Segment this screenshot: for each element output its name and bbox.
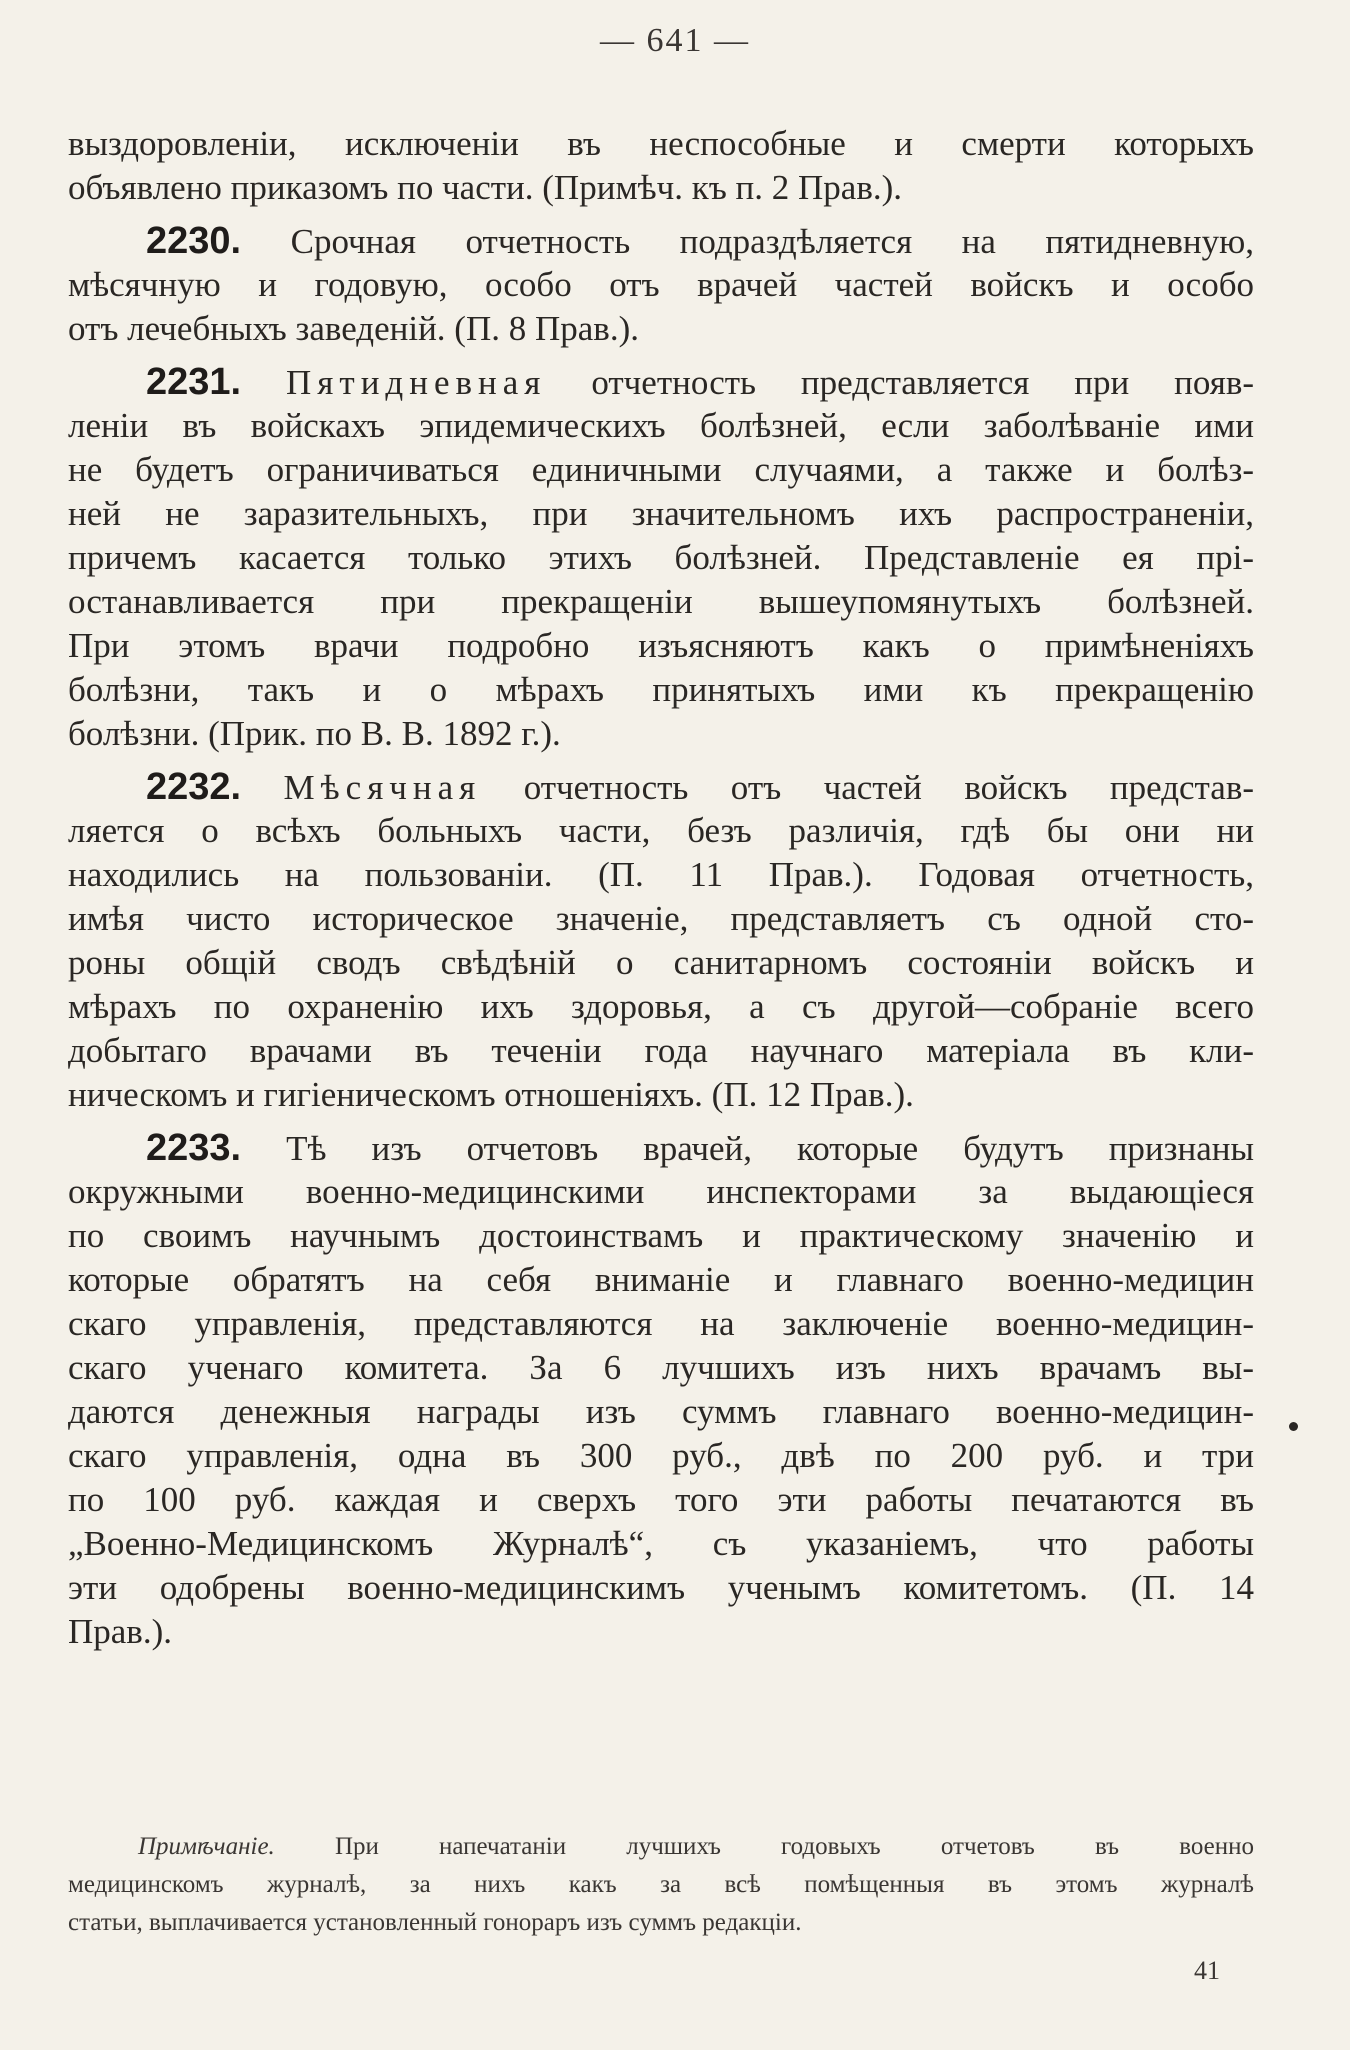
page-number-header: — 641 — [600, 22, 750, 59]
text-line: болѣзни, такъ и о мѣрахъ принятыхъ ими къ прекращенію [68, 670, 1254, 709]
text-line: скаго управленія, одна въ 300 руб., двѣ по 200 руб. и три [68, 1436, 1254, 1475]
text-line: „Военно-Медицинскомъ Журналѣ“, съ указаніемъ, что работы [68, 1524, 1254, 1563]
text-line: 2233. Тѣ изъ отчетовъ врачей, которые будутъ признаны [146, 1127, 1254, 1169]
text-line: Примѣчаніе. При напечатаніи лучшихъ годовыхъ отчетовъ въ военно [138, 1833, 1254, 1860]
text-line: скаго управленія, представляются на заключеніе военно-медицин- [68, 1304, 1254, 1343]
text-line: находились на пользованіи. (П. 11 Прав.). Годовая отчетность, [68, 855, 1254, 894]
text-line: которые обратятъ на себя вниманіе и главнаго военно-медицин [68, 1260, 1254, 1299]
text-line: не будетъ ограничиваться единичными случаями, а также и болѣз- [68, 450, 1254, 489]
emphasized-term: Мѣсячная [283, 768, 482, 807]
article-number: 2230. [146, 220, 242, 262]
text-line: роны общій сводъ свѣдѣній о санитарномъ состояніи войскъ и [68, 943, 1254, 982]
text-line: 2231. Пятидневная отчетность представляется при появ- [146, 361, 1254, 403]
text-line: медицинскомъ журналѣ, за нихъ какъ за всѣ помѣщенныя въ этомъ журналѣ [68, 1871, 1254, 1898]
article-2233 [68, 1126, 1254, 1654]
text-line: Прав.). [68, 1612, 172, 1651]
text-line: по 100 руб. каждая и сверхъ того эти работы печатаются въ [68, 1480, 1254, 1519]
article-2232 [68, 765, 1254, 1117]
text-line: болѣзни. (Прик. по В. В. 1892 г.). [68, 714, 561, 753]
text-line: мѣрахъ по охраненію ихъ здоровья, а съ другой—собраніе всего [68, 987, 1254, 1026]
text-line: эти одобрены военно-медицинскимъ ученымъ комитетомъ. (П. 14 [68, 1568, 1254, 1607]
footnote-label: Примѣчаніе. [138, 1833, 275, 1860]
text-line: причемъ касается только этихъ болѣзней. Представленіе ея прі- [68, 538, 1254, 577]
text-line: При этомъ врачи подробно изъясняютъ какъ о примѣненіяхъ [68, 626, 1254, 665]
main-text [68, 122, 1254, 1654]
text-line: скаго ученаго комитета. За 6 лучшихъ изъ нихъ врачамъ вы- [68, 1348, 1254, 1387]
text-line: ней не заразительныхъ, при значительномъ ихъ распространеніи, [68, 494, 1254, 533]
article-number: 2231. [146, 361, 242, 403]
article-2230 [68, 219, 1254, 351]
text-line: окружными военно-медицинскими инспекторами за выдающіеся [68, 1172, 1254, 1211]
footnote [68, 1828, 1254, 1942]
article-2231 [68, 360, 1254, 756]
paragraph-continuation [68, 122, 1254, 210]
ink-speck [1289, 1422, 1298, 1431]
article-number: 2233. [146, 1127, 242, 1169]
text-line: останавливается при прекращеніи вышеупомянутыхъ болѣзней. [68, 582, 1254, 621]
text-line: 2230. Срочная отчетность подраздѣляется на пятидневную, [146, 220, 1254, 262]
text-line: отъ лечебныхъ заведеній. (П. 8 Прав.). [68, 309, 639, 348]
text-line: выздоровленіи, исключеніи въ неспособные и смерти которыхъ [68, 124, 1254, 163]
text-line: статьи, выплачивается установленный гонораръ изъ суммъ редакціи. [68, 1909, 802, 1936]
text-line: даются денежныя награды изъ суммъ главнаго военно-медицин- [68, 1392, 1254, 1431]
text-line: мѣсячную и годовую, особо отъ врачей частей войскъ и особо [68, 265, 1254, 304]
text-line: имѣя чисто историческое значеніе, представляетъ съ одной сто- [68, 899, 1254, 938]
text-line: по своимъ научнымъ достоинствамъ и практическому значенію и [68, 1216, 1254, 1255]
article-number: 2232. [146, 766, 242, 808]
text-line: объявлено приказомъ по части. (Примѣч. къ п. 2 Прав.). [68, 168, 903, 207]
text-line: леніи въ войскахъ эпидемическихъ болѣзней, если заболѣваніе ими [68, 406, 1254, 445]
text-line: ляется о всѣхъ больныхъ части, безъ различія, гдѣ бы они ни [68, 811, 1254, 850]
text-line: ническомъ и гигіеническомъ отношеніяхъ. (П. 12 Прав.). [68, 1075, 914, 1114]
emphasized-term: Пятидневная [286, 363, 547, 402]
text-line: 2232. Мѣсячная отчетность отъ частей войскъ представ- [146, 766, 1254, 808]
text-line: добытаго врачами въ теченіи года научнаго матеріала въ кли- [68, 1031, 1254, 1070]
signature-mark: 41 [1194, 1956, 1220, 1985]
